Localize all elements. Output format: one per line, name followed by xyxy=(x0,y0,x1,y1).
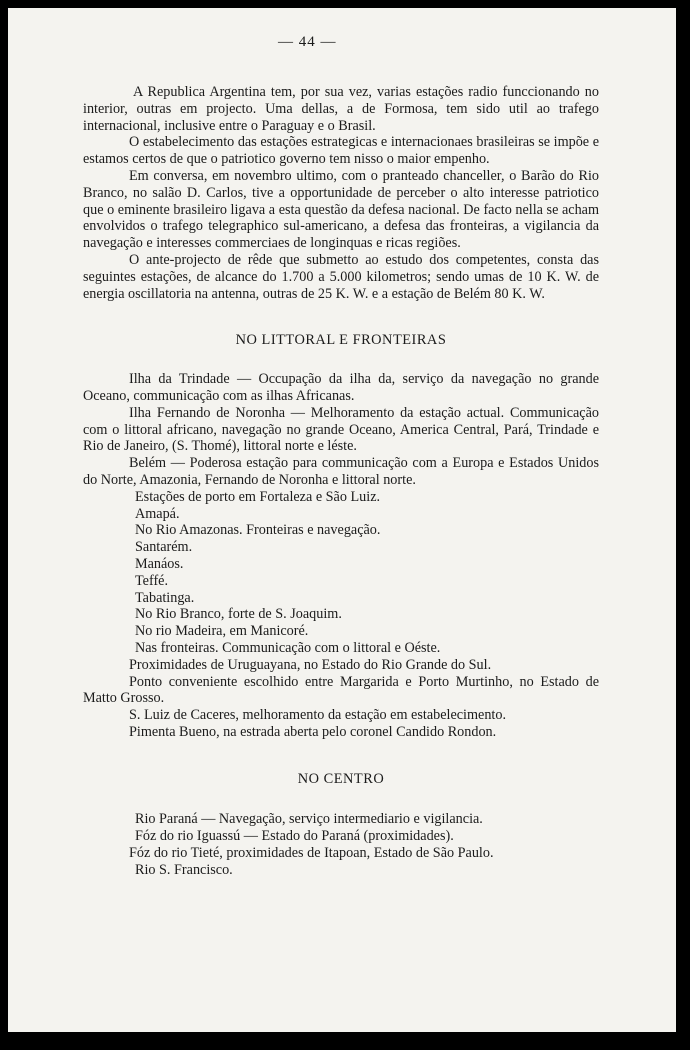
paragraph-ante-projecto: O ante-projecto de rêde que submetto ao estudo dos competentes, consta das seguintes estações, de alcance do 1.700 a 5.000 kilometros; sendo umas de 10 K. W. de energia oscillatoria na antenna, outras de 25 K. W. e a estação de Belém 80 K. W. xyxy=(83,251,599,302)
paragraph-murtinho: Ponto conveniente escolhido entre Margarida e Porto Murtinho, no Estado de Matto Grosso. xyxy=(83,673,599,707)
list-item-madeira: No rio Madeira, em Manicoré. xyxy=(135,623,309,640)
paragraph-noronha: Ilha Fernando de Noronha — Melhoramento da estação actual. Communicação com o littoral africano, navegação no grande Oceano, America Central, Pará, Trindade e Rio de Janeiro, (S. Thomé), littoral norte e léste. xyxy=(83,404,599,455)
paragraph-iguassu: Fóz do rio Iguassú — Estado do Paraná (proximidades). xyxy=(135,828,454,845)
list-item-fronteiras: Nas fronteiras. Communicação com o littoral e Oéste. xyxy=(135,639,441,656)
paragraph-estabelecimento: O estabelecimento das estações estrategicas e internacionaes brasileiras se impõe e estamos certos de que o patriotico governo tem nisso o maior empenho. xyxy=(83,134,599,168)
list-item-tabatinga: Tabatinga. xyxy=(135,589,195,606)
list-item-rio-branco: No Rio Branco, forte de S. Joaquim. xyxy=(135,606,342,623)
list-item-teffe: Teffé. xyxy=(135,572,169,589)
paragraph-tiete: Fóz do rio Tieté, proximidades de Itapoan, Estado de São Paulo. xyxy=(129,845,494,862)
list-item-manaos: Manáos. xyxy=(135,555,184,572)
paragraph-pimenta-bueno: Pimenta Bueno, na estrada aberta pelo coronel Candido Rondon. xyxy=(129,723,497,740)
paragraph-sao-francisco: Rio S. Francisco. xyxy=(135,861,233,878)
paragraph-uruguayana: Proximidades de Uruguayana, no Estado do Rio Grande do Sul. xyxy=(129,656,492,673)
list-item-amapa: Amapá. xyxy=(135,505,180,522)
paragraph-belem: Belém — Poderosa estação para communicação com a Europa e Estados Unidos do Norte, Amazonia, Fernando de Noronha e littoral norte. xyxy=(83,455,599,488)
page-number: — 44 — xyxy=(278,34,337,50)
section-heading-littoral: NO LITTORAL E FRONTEIRAS xyxy=(235,332,447,349)
paragraph-caceres: S. Luiz de Caceres, melhoramento da estação em estabelecimento. xyxy=(129,707,506,724)
list-item-amazonas: No Rio Amazonas. Fronteiras e navegação. xyxy=(135,522,381,539)
list-item-fortaleza: Estações de porto em Fortaleza e São Luiz. xyxy=(135,488,381,505)
paragraph-conversa: Em conversa, em novembro ultimo, com o pranteado chanceller, o Barão do Rio Branco, no salão D. Carlos, tive a opportunidade de perceber o alto interesse patriotico que o eminente brasileiro ligava a esta questão da defesa nacional. De facto nella se acham envolvidos o trafego telegraphico sul-americano, a defesa das fronteiras, a vigilancia da navegação e interesses commerciaes de longinquas e ricas regiões. xyxy=(83,167,599,252)
paragraph-trindade: Ilha da Trindade — Occupação da ilha da, serviço da navegação no grande Oceano, communicação com as ilhas Africanas. xyxy=(83,371,599,404)
paragraph-argentina: A Republica Argentina tem, por sua vez, varias estações radio funccionando no interior, outras em projecto. Uma dellas, a de Formosa, tem sido util ao trafego internacional, inclusive entre o Paraguay e o Brasil. xyxy=(83,84,599,134)
page-body xyxy=(83,8,599,879)
document-page xyxy=(8,8,676,1032)
section-heading-centro: NO CENTRO xyxy=(297,770,385,787)
paragraph-parana: Rio Paraná — Navegação, serviço intermediario e vigilancia. xyxy=(135,811,483,828)
list-item-santarem: Santarém. xyxy=(135,539,193,556)
